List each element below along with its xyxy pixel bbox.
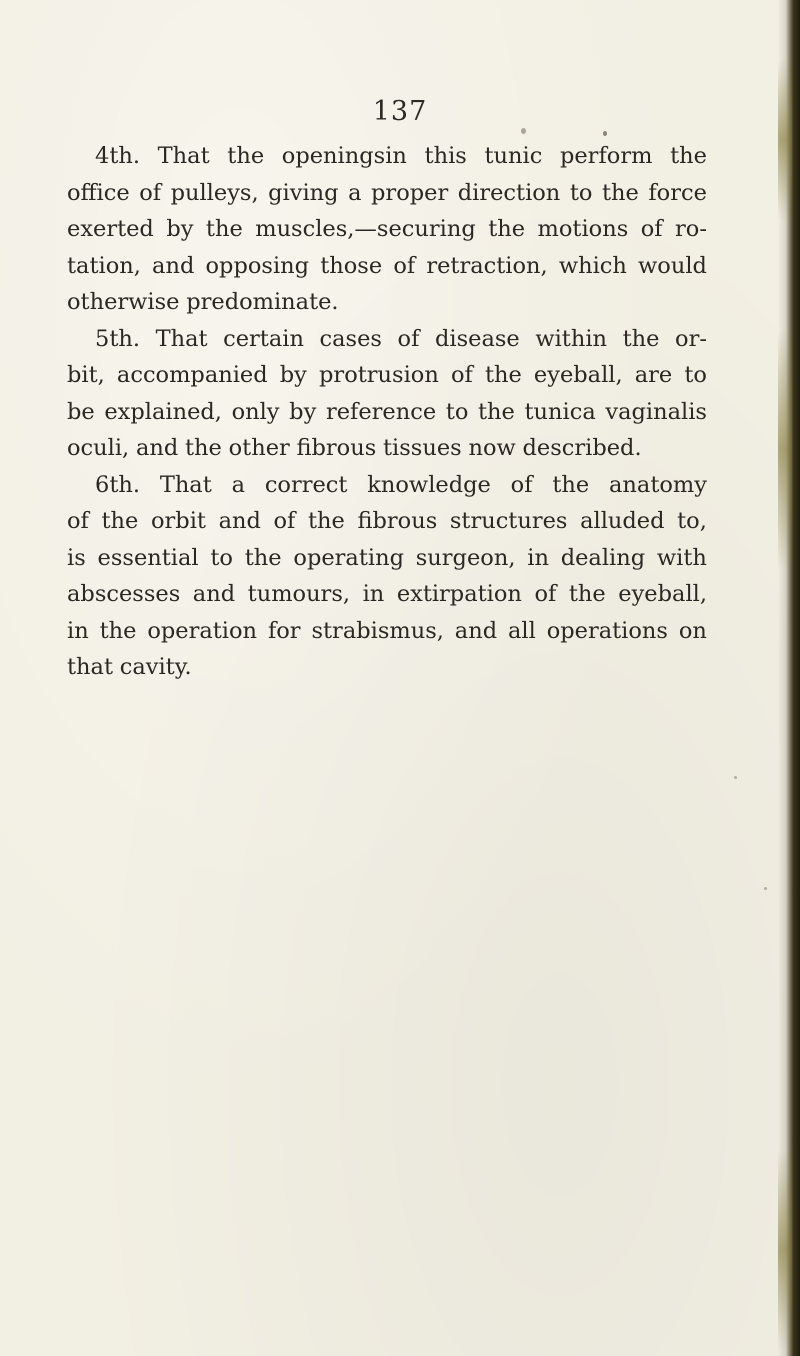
word: operations (546, 617, 668, 644)
word: the (478, 398, 515, 425)
text-line (67, 321, 707, 358)
word: the (568, 581, 606, 607)
word: cavity. (119, 654, 192, 680)
word: within (535, 325, 608, 352)
word: operating (293, 544, 404, 571)
page-edge-stain (778, 60, 792, 220)
word: cases (319, 325, 382, 352)
word: the (670, 143, 707, 169)
word: explained, (104, 398, 222, 425)
word: reference (325, 398, 437, 425)
text-line (67, 576, 707, 613)
word: the (308, 508, 345, 534)
word: in (67, 617, 89, 644)
word: to (210, 544, 233, 571)
word: to (445, 398, 469, 425)
word: That (155, 325, 208, 352)
word: the (185, 435, 222, 461)
word: and (152, 252, 195, 279)
word: operation (147, 617, 258, 644)
word: perform (559, 143, 653, 169)
word: that (67, 654, 113, 680)
word: the (552, 471, 590, 498)
word: of (450, 362, 473, 388)
paper-speck (603, 131, 607, 136)
word: described. (522, 435, 642, 461)
text-line (67, 540, 707, 577)
word: dealing (560, 544, 646, 571)
word: now (468, 435, 516, 461)
word: eyeball, (618, 581, 707, 607)
word: to, (677, 508, 707, 534)
word: the (227, 143, 265, 169)
word: this (424, 143, 467, 169)
paper-speck (764, 887, 767, 890)
word: of (139, 179, 162, 206)
word: extirpation (396, 581, 522, 607)
word: other (228, 435, 290, 461)
word: exerted (67, 216, 154, 242)
word: vaginalis (605, 398, 707, 425)
word: in (527, 544, 549, 571)
word: the (484, 362, 522, 388)
word: a (231, 471, 246, 498)
word: giving (268, 179, 339, 206)
word: only (231, 398, 280, 425)
word: predominate. (186, 289, 339, 315)
text-line (67, 467, 707, 504)
word: of (67, 508, 89, 534)
word: the (99, 617, 137, 644)
word: orbit (150, 508, 206, 534)
word: which (558, 252, 627, 279)
paper-speck (734, 776, 737, 779)
word: to (684, 362, 707, 388)
word: the (488, 216, 526, 242)
word: all (508, 617, 536, 644)
word: on (678, 617, 707, 644)
word: 5th. (95, 325, 140, 352)
word: 6th. (95, 471, 140, 498)
word: certain (223, 325, 304, 352)
word: That (157, 143, 210, 169)
word: office (67, 179, 130, 206)
page-edge-stain (778, 1150, 792, 1350)
word: with (656, 544, 707, 571)
word: muscles,—securing (255, 216, 476, 242)
text-line (67, 649, 707, 686)
text-line (67, 248, 707, 285)
word: tunica (524, 398, 596, 425)
word: the (244, 544, 282, 571)
text-line (67, 613, 707, 650)
word: 4th. (95, 143, 140, 169)
word: tumours, (247, 581, 351, 607)
text-line (67, 138, 707, 175)
word: knowledge (367, 471, 491, 498)
word: be (67, 398, 95, 425)
word: alluded (580, 508, 665, 534)
word: of (640, 216, 663, 242)
word: the (601, 179, 639, 206)
body-text (67, 138, 707, 686)
word: those (320, 252, 383, 279)
word: force (648, 179, 707, 206)
word: and (218, 508, 261, 534)
word: oculi, (67, 435, 130, 461)
word: eyeball, (533, 362, 623, 388)
word: retraction, (426, 252, 548, 279)
text-line (67, 503, 707, 540)
word: anatomy (609, 471, 707, 498)
word: bit, (67, 362, 105, 388)
word: or- (675, 325, 707, 352)
word: That (159, 471, 212, 498)
word: tissues (383, 435, 462, 461)
word: motions (537, 216, 629, 242)
word: strabismus, (311, 617, 444, 644)
word: a (348, 179, 362, 206)
word: ro- (675, 216, 707, 242)
word: otherwise (67, 289, 180, 315)
word: in (362, 581, 385, 607)
word: and (192, 581, 236, 607)
word: to (569, 179, 593, 206)
word: abscesses (67, 581, 181, 607)
word: of (510, 471, 533, 498)
word: proper (371, 179, 449, 206)
paper-speck (521, 128, 526, 134)
word: and (135, 435, 179, 461)
text-line (67, 357, 707, 394)
word: fibrous (296, 435, 377, 461)
word: the (101, 508, 139, 534)
word: the (205, 216, 243, 242)
word: by (166, 216, 194, 242)
word: is (67, 544, 86, 571)
word: the (622, 325, 660, 352)
text-line (67, 394, 707, 431)
word: for (267, 617, 301, 644)
word: would (638, 252, 707, 279)
word: disease (435, 325, 520, 352)
word: correct (264, 471, 348, 498)
page-edge-stain (778, 330, 792, 570)
text-line (67, 175, 707, 212)
word: protrusion (319, 362, 439, 388)
word: direction (457, 179, 561, 206)
word: pulleys, (170, 179, 259, 206)
page-number: 137 (372, 96, 428, 127)
word: surgeon, (415, 544, 516, 571)
text-line (67, 284, 707, 321)
word: structures (449, 508, 568, 534)
word: of (393, 252, 416, 279)
word: accompanied (116, 362, 268, 388)
word: tation, (67, 252, 141, 279)
word: opposing (205, 252, 310, 279)
word: by (279, 362, 307, 388)
word: of (273, 508, 296, 534)
word: of (534, 581, 557, 607)
word: and (454, 617, 498, 644)
word: by (289, 398, 317, 425)
word: of (397, 325, 420, 352)
word: openingsin (281, 143, 407, 169)
text-line (67, 211, 707, 248)
word: fibrous (357, 508, 438, 534)
word: are (634, 362, 673, 388)
word: essential (97, 544, 199, 571)
text-line (67, 430, 707, 467)
word: tunic (484, 143, 543, 169)
